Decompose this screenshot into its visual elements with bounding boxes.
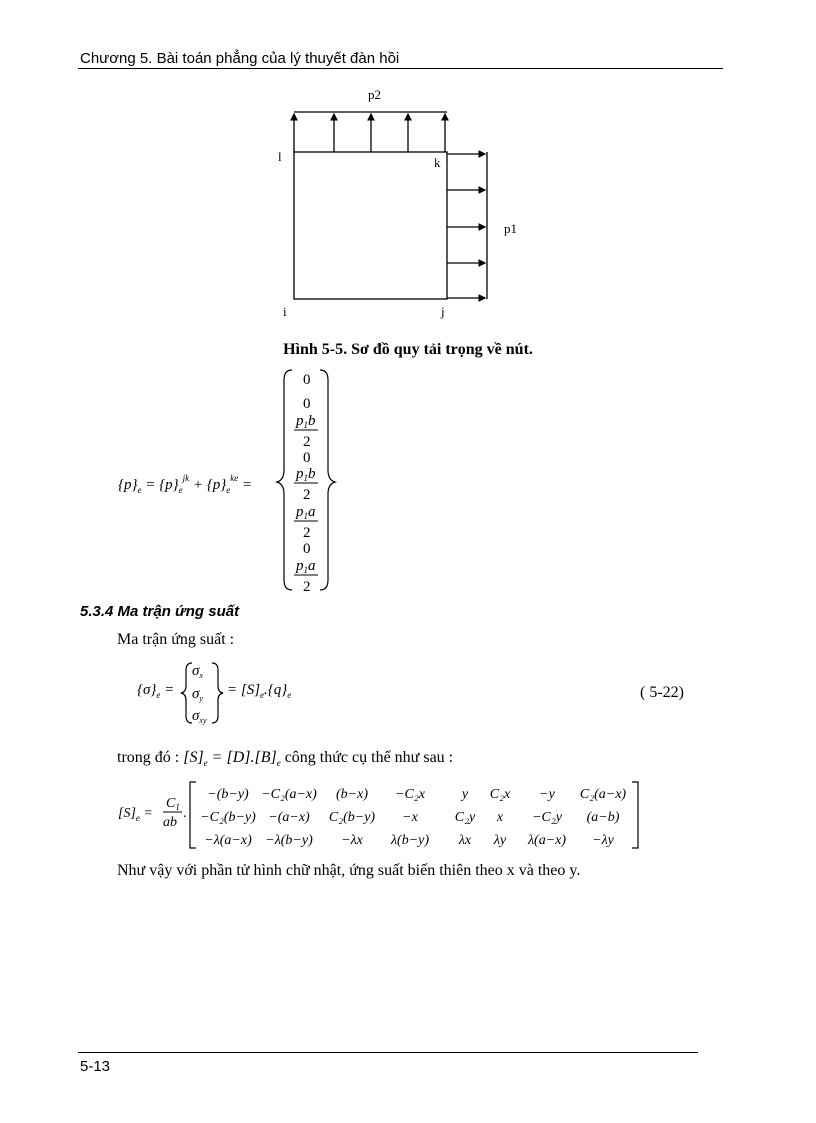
svg-text:p1a: $p_1a$: [296, 558, 316, 575]
matrix-cell: C₂x: [489, 787, 511, 802]
svg-text:[S]e =: $[S]_e$ =: [118, 806, 153, 823]
matrix-cell: C₂y: [454, 810, 476, 825]
matrix-cell: −λx: [341, 833, 363, 848]
svg-text:2: 2: [303, 434, 311, 450]
svg-text:σy: $\sigma_y$: [192, 686, 203, 703]
svg-text:ab: ab: [163, 815, 177, 830]
matrix-cell: −y: [539, 787, 555, 802]
where-prefix: trong đó :: [117, 749, 180, 766]
label-p2: p2: [368, 87, 381, 102]
matrix-cell: −C₂y: [532, 810, 562, 825]
node-k: k: [434, 155, 441, 170]
svg-text:p1a: $p_1a$: [296, 504, 316, 521]
vec-entry-7: 0: [303, 541, 311, 557]
matrix-cell: −x: [402, 810, 418, 825]
svg-text:σx: $\sigma_x$: [192, 663, 203, 680]
running-header: Chương 5. Bài toán phẳng của lý thuyết đàn hồi: [80, 50, 400, 67]
svg-text:= [S]e.{q}e: = $[S]_e.\{q\}_e$: [227, 682, 292, 700]
matrix-cell: −(b−y): [207, 787, 249, 802]
conclusion: Như vậy với phần tử hình chữ nhật, ứng suất biến thiên theo x và theo y.: [117, 862, 581, 879]
svg-text:.: .: [183, 806, 187, 821]
where-line: trong đó : $[S]_e = [D].[B]_e$ công thức cụ thể như sau :: [117, 749, 454, 769]
node-i: i: [283, 304, 287, 319]
matrix-cell: y: [461, 787, 469, 802]
matrix-cell: λx: [458, 833, 472, 848]
matrix-cell: −C₂(a−x): [261, 787, 317, 802]
svg-text:σxy: $\sigma_{xy}$: [192, 708, 207, 725]
svg-text:2: 2: [303, 487, 311, 503]
footer-rule: [78, 1052, 698, 1053]
matrix-cell: λy: [493, 833, 507, 848]
where-suffix: công thức cụ thể như sau :: [284, 749, 454, 766]
section-title: 5.3.4 Ma trận ứng suất: [80, 603, 240, 620]
matrix-cell: x: [496, 810, 504, 825]
matrix-cell: (b−x): [336, 787, 368, 802]
matrix-cell: −C₂(b−y): [200, 810, 256, 825]
vec-entry-4: 0: [303, 450, 311, 466]
matrix-cell: −C₂x: [395, 787, 425, 802]
equation-number: ( 5-22): [640, 684, 684, 701]
stress-intro: Ma trận ứng suất :: [117, 631, 235, 648]
page-number: 5-13: [80, 1058, 111, 1075]
matrix-cell: −λ(a−x): [204, 833, 252, 848]
matrix-cell: λ(a−x): [527, 833, 567, 848]
svg-text:p1b: $p_1b$: [296, 413, 316, 430]
node-l: l: [278, 149, 282, 164]
matrix-cell: C₂(a−x): [579, 787, 627, 802]
svg-text:2: 2: [303, 579, 311, 595]
vec-entry-2: 0: [303, 396, 311, 412]
svg-text:C1: $C_1$: [166, 796, 180, 812]
svg-text:p1b: $p_1b$: [296, 466, 316, 483]
matrix-cell: λ(b−y): [390, 833, 430, 848]
label-p1: p1: [504, 221, 517, 236]
node-j: j: [441, 304, 445, 319]
matrix-cell: −λy: [592, 833, 614, 848]
figure-caption: Hình 5-5. Sơ đồ quy tải trọng về nút.: [283, 341, 533, 358]
matrix-cell: −(a−x): [268, 810, 310, 825]
matrix-cell: (a−b): [586, 810, 620, 825]
matrix-cell: C₂(b−y): [328, 810, 376, 825]
svg-text:{σ}e =: $\{\sigma\}_e$ =: [137, 682, 175, 700]
matrix-cell: −λ(b−y): [265, 833, 313, 848]
svg-text:2: 2: [303, 525, 311, 541]
vec-entry-1: 0: [303, 372, 311, 388]
svg-text:{p}e = {p}ejk + {p}eke =: $\{p\}_e = \{p\}_e^{jk} + \{p\}_e^{ke}$ =: [118, 473, 253, 495]
